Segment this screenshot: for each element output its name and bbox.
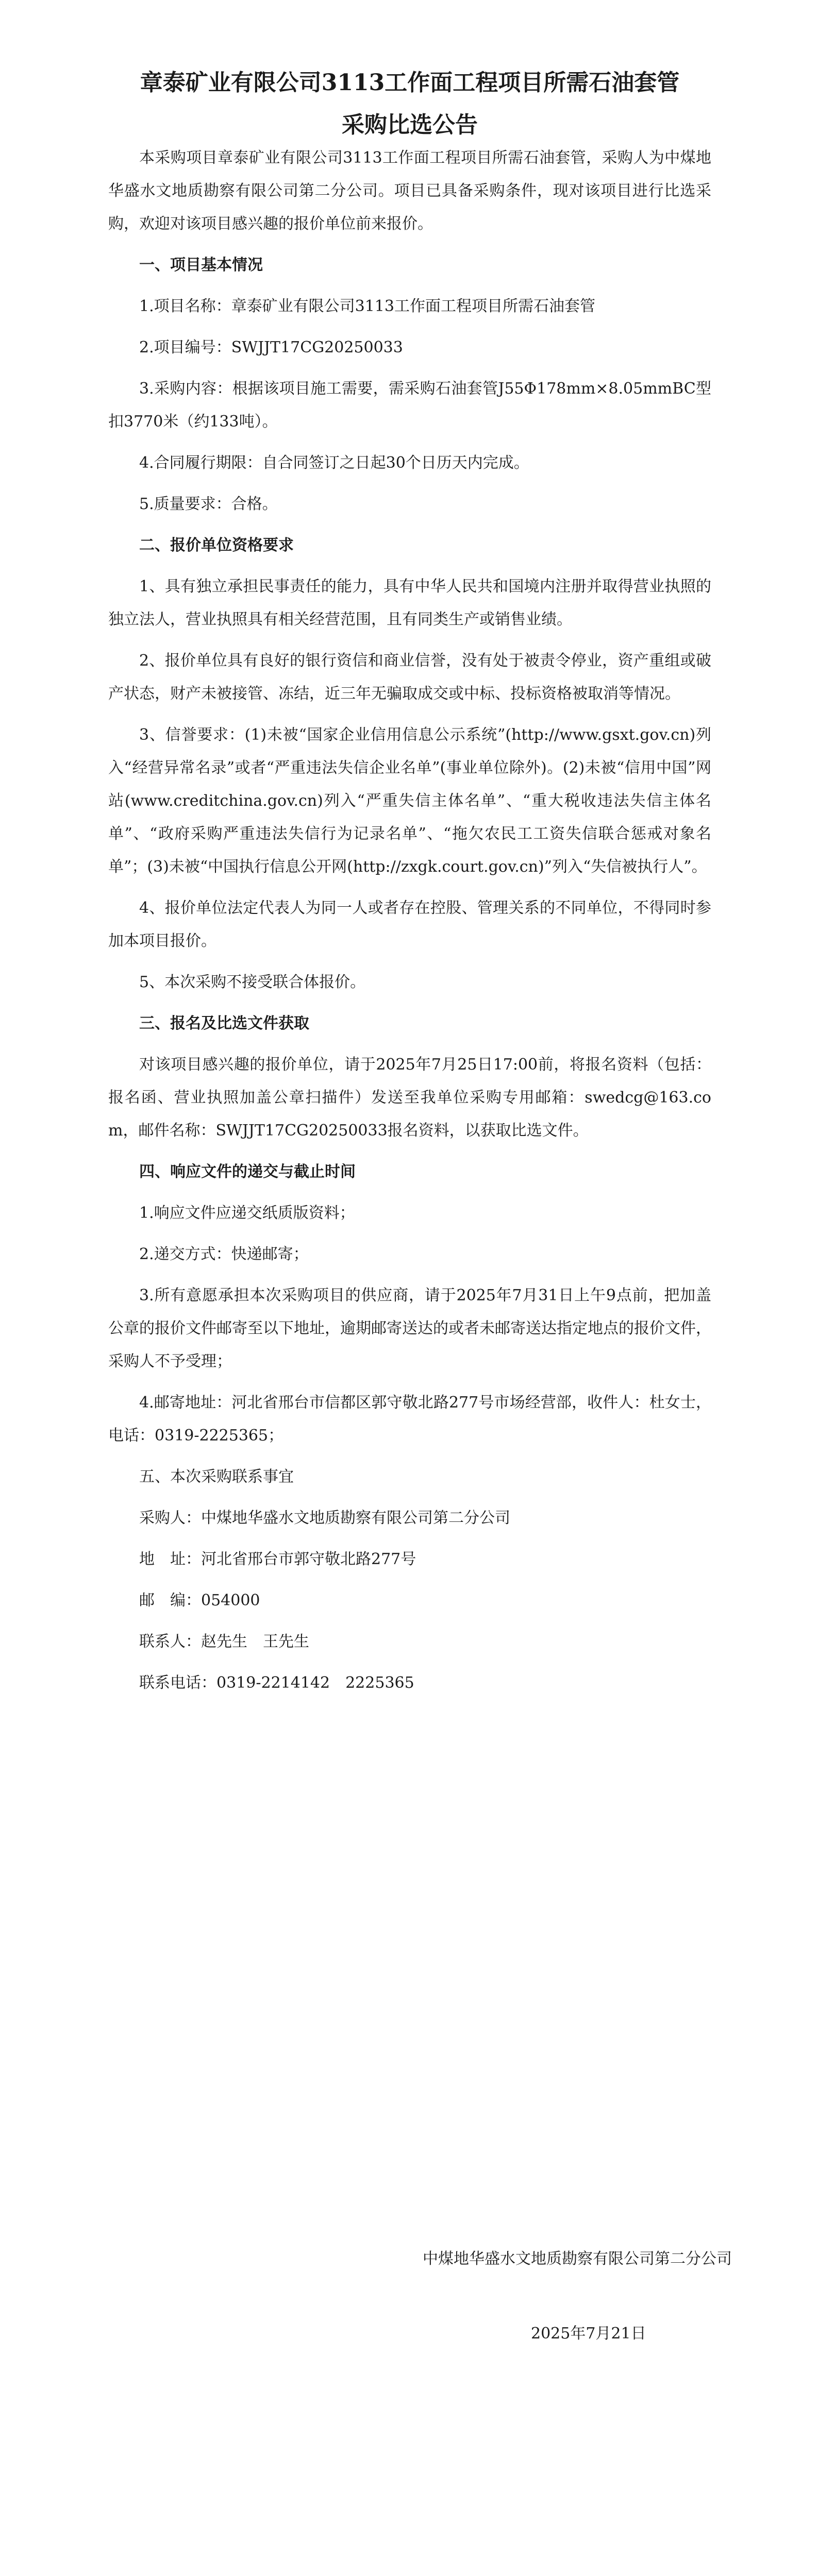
s2-item-1: 1、具有独立承担民事责任的能力，具有中华人民共和国境内注册并取得营业执照的独立法人，营业执照具有相关经营范围，且有同类生产或销售业绩。 (108, 578, 711, 629)
contact-address: 地 址：河北省邢台市郭守敬北路277号 (139, 1550, 416, 1568)
title-line-1: 章泰矿业有限公司3113工作面工程项目所需石油套管 (140, 70, 680, 96)
s1-item-1: 1.项目名称：章泰矿业有限公司3113工作面工程项目所需石油套管 (139, 297, 595, 315)
s3-item-1: 对该项目感兴趣的报价单位，请于2025年7月25日17:00前，将报名资料（包括：报名函、营业执照加盖公章扫描件）发送至我单位采购专用邮箱：swedcg@163.com，邮件名称：SWJJT17CG20250033报名资料，以获取比选文件。 (108, 1056, 711, 1140)
section-3-heading: 三、报名及比选文件获取 (139, 1014, 309, 1032)
contact-person: 联系人：赵先生 王先生 (139, 1633, 309, 1651)
s4-item-4: 4.邮寄地址：河北省邢台市信都区郭守敬北路277号市场经营部，收件人：杜女士，电话：0319-2225365； (108, 1394, 711, 1445)
s1-item-2: 2.项目编号：SWJJT17CG20250033 (139, 338, 403, 357)
section-1-heading: 一、项目基本情况 (139, 256, 263, 274)
s1-item-3: 3.采购内容：根据该项目施工需要，需采购石油套管J55Φ178mm×8.05mmBC型扣3770米（约133吨）。 (108, 380, 711, 431)
s4-item-1: 1.响应文件应递交纸质版资料； (139, 1204, 355, 1222)
section-4-heading: 四、响应文件的递交与截止时间 (139, 1163, 356, 1181)
s4-item-3: 3.所有意愿承担本次采购项目的供应商，请于2025年7月31日上午9点前，把加盖公章的报价文件邮寄至以下地址，逾期邮寄送达的或者未邮寄送达指定地点的报价文件，采购人不予受理； (108, 1286, 711, 1370)
s2-item-3: 3、信誉要求：(1)未被“国家企业信用信息公示系统”(http://www.gsxt.gov.cn)列入“经营异常名录”或者“严重违法失信企业名单”(事业单位除外)。(2)未被“信用中国”网站(www.creditchina.gov.cn)列入“严重失信主体名单”、“重大税收违法失信主体名单”、“政府采购严重违法失信行为记录名单”、“拖欠农民工工资失信联合惩戒对象名单”；(3)未被“中国执行信息公开网(http://zxgk.court.gov.cn)”列入“失信被执行人”。 (108, 726, 711, 876)
signature-organization: 中煤地华盛水文地质勘察有限公司第二分公司 (423, 2250, 732, 2268)
intro-paragraph: 本采购项目章泰矿业有限公司3113工作面工程项目所需石油套管，采购人为中煤地华盛水文地质勘察有限公司第二分公司。项目已具备采购条件，现对该项目进行比选采购，欢迎对该项目感兴趣的报价单位前来报价。 (108, 149, 711, 233)
s2-item-5: 5、本次采购不接受联合体报价。 (139, 973, 366, 991)
section-5-heading: 五、本次采购联系事宜 (139, 1468, 294, 1486)
s2-item-4: 4、报价单位法定代表人为同一人或者存在控股、管理关系的不同单位，不得同时参加本项目报价。 (108, 899, 711, 950)
announcement-body (108, 142, 711, 1708)
s2-item-2: 2、报价单位具有良好的银行资信和商业信誉，没有处于被责令停业，资产重组或破产状态，财产未被接管、冻结，近三年无骗取成交或中标、投标资格被取消等情况。 (108, 652, 711, 703)
contact-postcode: 邮 编：054000 (139, 1591, 260, 1609)
contact-buyer: 采购人：中煤地华盛水文地质勘察有限公司第二分公司 (139, 1509, 510, 1527)
s4-item-2: 2.递交方式：快递邮寄； (139, 1245, 309, 1263)
document-title (108, 62, 711, 146)
contact-phone: 联系电话：0319-2214142 2225365 (139, 1674, 414, 1692)
s1-item-4: 4.合同履行期限：自合同签订之日起30个日历天内完成。 (139, 454, 529, 472)
section-2-heading: 二、报价单位资格要求 (139, 536, 294, 554)
s1-item-5: 5.质量要求：合格。 (139, 495, 278, 513)
signature-date: 2025年7月21日 (531, 2325, 646, 2343)
title-line-2: 采购比选公告 (342, 112, 478, 138)
